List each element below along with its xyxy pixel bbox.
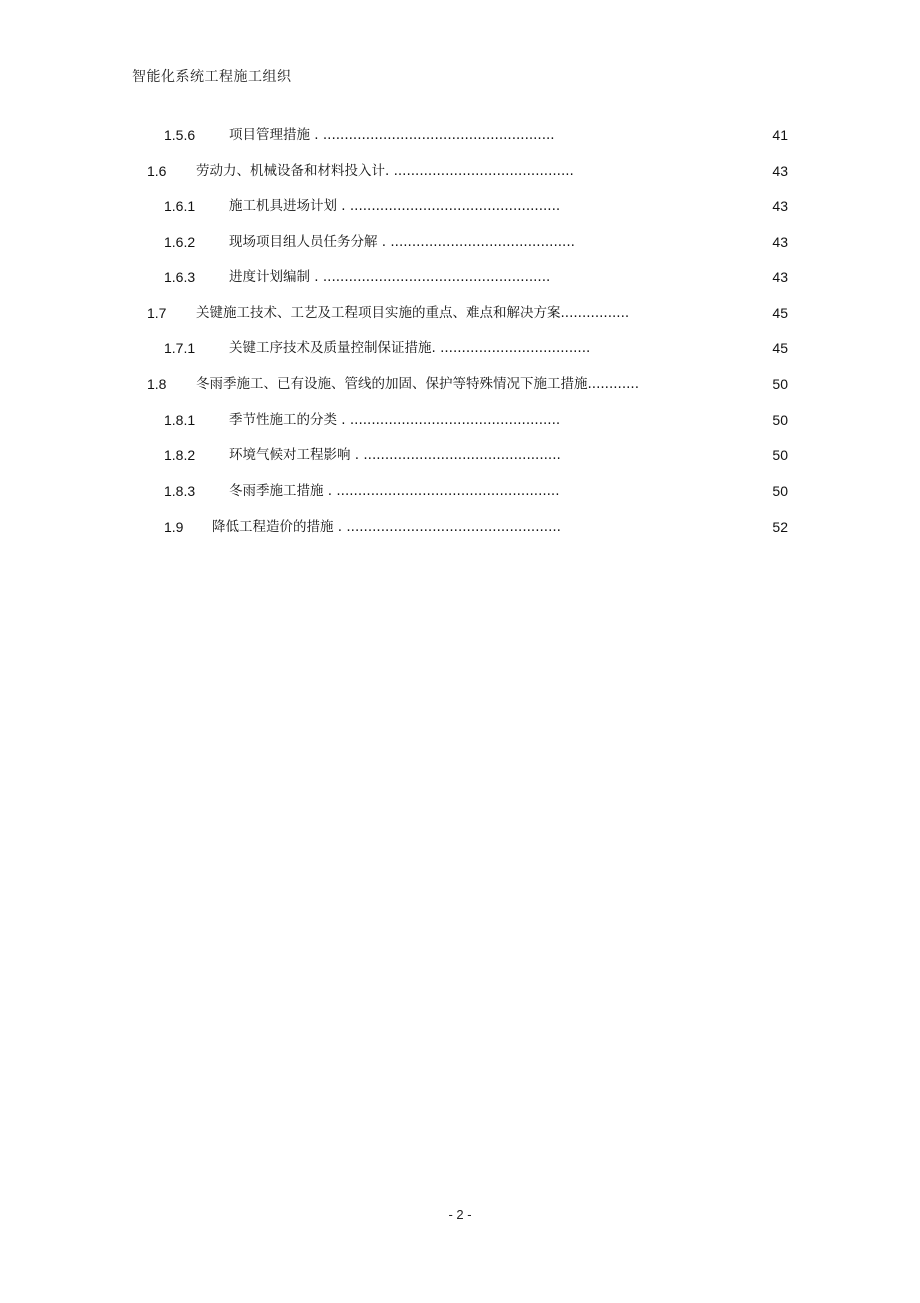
toc-entry-title: 冬雨季施工措施 . .................................................... bbox=[229, 483, 560, 499]
toc-entry-page: 50 bbox=[772, 376, 788, 392]
toc-entry-page: 43 bbox=[772, 234, 788, 250]
toc-entry-page: 52 bbox=[772, 519, 788, 535]
running-header: 智能化系统工程施工组织 bbox=[132, 69, 292, 85]
toc-entry-page: 50 bbox=[772, 412, 788, 428]
toc-entry-1-8-1[interactable] bbox=[0, 402, 920, 438]
toc-entry-number: 1.9 bbox=[164, 519, 184, 535]
toc-entry-1-6-1[interactable] bbox=[0, 188, 920, 224]
toc-entry-number: 1.6.1 bbox=[164, 198, 196, 214]
toc-entry-1-6-3[interactable] bbox=[0, 259, 920, 295]
toc-entry-page: 45 bbox=[772, 340, 788, 356]
toc-entry-title: 季节性施工的分类 . ................................................. bbox=[229, 412, 561, 428]
toc-entry-number: 1.6.2 bbox=[164, 234, 196, 250]
toc-entry-1-8-3[interactable] bbox=[0, 473, 920, 509]
toc-entry-page: 43 bbox=[772, 198, 788, 214]
toc-entry-1-7-1[interactable] bbox=[0, 330, 920, 366]
toc-entry-page: 41 bbox=[772, 127, 788, 143]
toc-entry-title: 劳动力、机械设备和材料投入计. .......................................... bbox=[196, 163, 574, 179]
toc-entry-title: 降低工程造价的措施 . .................................................. bbox=[212, 519, 561, 535]
toc-entry-1-5-6[interactable] bbox=[0, 117, 920, 153]
toc-entry-title: 施工机具进场计划 . ................................................. bbox=[229, 198, 561, 214]
toc-entry-1-8[interactable] bbox=[0, 366, 920, 402]
toc-entry-page: 50 bbox=[772, 447, 788, 463]
toc-entry-number: 1.8.2 bbox=[164, 447, 196, 463]
toc-entry-number: 1.5.6 bbox=[164, 127, 196, 143]
toc-entry-page: 43 bbox=[772, 269, 788, 285]
toc-entry-1-6-2[interactable] bbox=[0, 224, 920, 260]
toc-entry-title: 冬雨季施工、已有设施、管线的加固、保护等特殊情况下施工措施............ bbox=[196, 376, 639, 392]
toc-entry-number: 1.8.1 bbox=[164, 412, 196, 428]
toc-entry-title: 关键施工技术、工艺及工程项目实施的重点、难点和解决方案................ bbox=[196, 305, 630, 321]
toc-entry-title: 项目管理措施 . ...................................................... bbox=[229, 127, 555, 143]
toc-entry-title: 关键工序技术及质量控制保证措施. ................................... bbox=[229, 340, 591, 356]
toc-entry-1-8-2[interactable] bbox=[0, 437, 920, 473]
toc-entry-number: 1.7 bbox=[147, 305, 167, 321]
toc-entry-title: 现场项目组人员任务分解 . ........................................... bbox=[229, 234, 575, 250]
toc-entry-page: 50 bbox=[772, 483, 788, 499]
toc-entry-number: 1.7.1 bbox=[164, 340, 196, 356]
toc-entry-page: 45 bbox=[772, 305, 788, 321]
toc-entry-number: 1.6.3 bbox=[164, 269, 196, 285]
page-number: - 2 - bbox=[448, 1207, 472, 1222]
toc-entry-1-7[interactable] bbox=[0, 295, 920, 331]
toc-entry-number: 1.8.3 bbox=[164, 483, 196, 499]
toc-entry-1-9[interactable] bbox=[0, 509, 920, 545]
toc-entry-number: 1.8 bbox=[147, 376, 167, 392]
toc-entry-title: 进度计划编制 . ..................................................... bbox=[229, 269, 551, 285]
toc-entry-page: 43 bbox=[772, 163, 788, 179]
toc-entry-title: 环境气候对工程影响 . .............................................. bbox=[229, 447, 561, 463]
toc-entry-1-6[interactable] bbox=[0, 153, 920, 189]
toc-entry-number: 1.6 bbox=[147, 163, 167, 179]
